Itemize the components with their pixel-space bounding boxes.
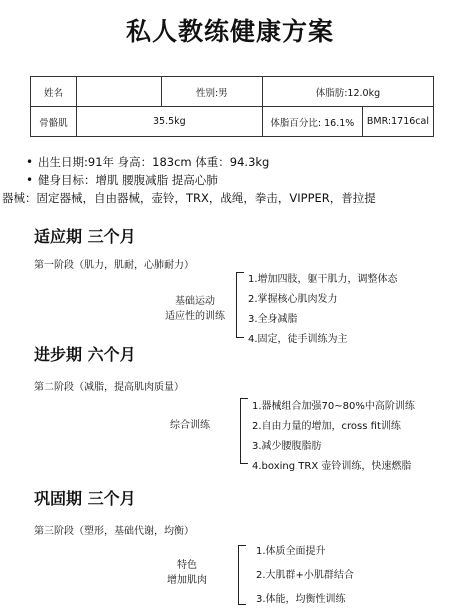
list-item: 4.固定，徒手训练为主 [248, 334, 348, 345]
profile-bullets [2, 153, 376, 207]
bodyfat-weight-cell: 体脂肪:12.0kg [262, 77, 433, 107]
equipment-line: 器械：固定器械，自由器械，壶铃，TRX，战绳，拳击，VIPPER，普拉提 [2, 191, 376, 205]
table-row [31, 107, 434, 137]
phase-1-items [248, 270, 398, 350]
list-item: 2.自由力量的增加，cross fit训练 [252, 421, 401, 432]
phase-3-items [256, 540, 354, 612]
list-item: 3.全身减脂 [248, 314, 298, 325]
page-title: 私人教练健康方案 [125, 17, 334, 46]
list-item: 2.掌握核心肌肉发力 [248, 294, 338, 305]
phase-2-items [252, 397, 415, 477]
list-item: 4.boxing TRX 壶铃训练，快速燃脂 [252, 461, 412, 472]
phase-3-stage: 第三阶段（塑形，基础代谢，均衡） [34, 526, 194, 537]
phase-3-heading: 巩固期 三个月 [34, 489, 136, 508]
phase-1-category [150, 294, 240, 324]
phase-1-heading: 适应期 三个月 [34, 227, 136, 246]
list-item: 1.体质全面提升 [256, 546, 326, 557]
category-line: 综合训练 [170, 420, 210, 431]
category-line: 增加肌肉 [167, 575, 207, 586]
list-item: 1.器械组合加强70~80%中高阶训练 [252, 401, 415, 412]
category-line: 基础运动 [175, 296, 215, 307]
phase-1-bracket [236, 272, 244, 338]
fitness-goal-bullet: • 健身目标：增肌 腰腹减脂 提高心肺 [28, 171, 376, 189]
name-label: 姓名 [31, 77, 77, 107]
phase-2-bracket [240, 398, 248, 464]
table-row [31, 77, 434, 107]
info-table [30, 76, 434, 137]
category-line: 特色 [177, 560, 197, 571]
phase-1-stage: 第一阶段（肌力，肌耐，心肺耐力） [34, 260, 194, 271]
phase-3-bracket [238, 545, 246, 605]
birth-height-weight-bullet: • 出生日期:91年 身高：183cm 体重：94.3kg [28, 153, 376, 171]
name-value [76, 77, 161, 107]
phase-2-heading: 进步期 六个月 [34, 345, 136, 364]
muscle-value: 35.5kg [76, 107, 262, 137]
list-item: 3.减少腰腹脂肪 [252, 441, 322, 452]
bmr-cell: BMR:1716cal [362, 107, 433, 137]
category-line: 适应性的训练 [165, 311, 225, 322]
muscle-label: 骨骼肌 [31, 107, 77, 137]
list-item: 2.大肌群+小肌群结合 [256, 570, 354, 581]
bodyfat-percent-cell: 体脂百分比: 16.1% [262, 107, 362, 137]
list-item: 3.体能，均衡性训练 [256, 594, 346, 605]
list-item: 1.增加四肢，躯干肌力，调整体态 [248, 274, 398, 285]
phase-2-category [160, 418, 220, 433]
gender-cell: 性别:男 [161, 77, 262, 107]
phase-3-category [152, 558, 222, 588]
phase-2-stage: 第二阶段（减脂，提高肌肉质量） [34, 382, 184, 393]
